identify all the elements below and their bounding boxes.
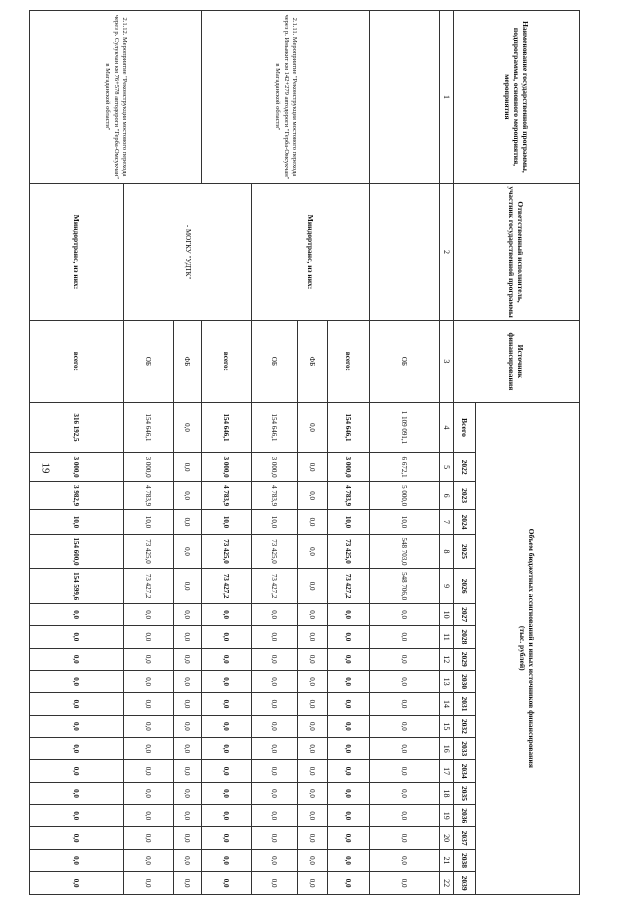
- year-value-cell: 0,0: [298, 738, 328, 760]
- year-value-cell: 154 599,6: [30, 569, 124, 604]
- header-year: 2025: [454, 534, 476, 569]
- year-value-cell: 73 427,2: [202, 569, 252, 604]
- financing-table: [29, 10, 580, 895]
- year-value-cell: 0,0: [174, 510, 202, 534]
- column-numbers-row: [440, 11, 454, 895]
- year-value-cell: 0,0: [124, 849, 174, 871]
- table-row: [370, 11, 440, 895]
- column-number: 7: [440, 510, 454, 534]
- year-value-cell: 0,0: [30, 670, 124, 692]
- year-value-cell: 0,0: [202, 626, 252, 648]
- year-value-cell: 73 425,0: [202, 534, 252, 569]
- year-value-cell: 0,0: [252, 603, 298, 625]
- funding-source-cell: ФБ: [174, 321, 202, 402]
- header-year: 2036: [454, 805, 476, 827]
- year-value-cell: 10,0: [370, 510, 440, 534]
- year-value-cell: 0,0: [328, 693, 370, 715]
- year-value-cell: 0,0: [124, 738, 174, 760]
- measure-2-1-11: 2.1.11. Мероприятие "Реконструкция мостового перехода через р. Иньякит км 142+279 автодороги "Герба-Омсукчан" в Магаданской области": [202, 11, 370, 184]
- year-value-cell: 0,0: [252, 849, 298, 871]
- header-total: Всего: [454, 402, 476, 453]
- year-value-cell: 0,0: [30, 805, 124, 827]
- rotated-page-content: [30, 10, 580, 895]
- year-value-cell: 0,0: [298, 603, 328, 625]
- funding-source-cell: ОБ: [252, 321, 298, 402]
- year-value-cell: 0,0: [328, 648, 370, 670]
- year-value-cell: 0,0: [370, 603, 440, 625]
- executor-mindortrans-1: Миндортранс, из них:: [252, 183, 370, 320]
- year-value-cell: 0,0: [202, 805, 252, 827]
- year-value-cell: 73 425,0: [124, 534, 174, 569]
- year-value-cell: 10,0: [252, 510, 298, 534]
- year-value-cell: 0,0: [174, 760, 202, 782]
- measure-2-1-12: 2.1.12. Мероприятие "Реконструкция мостового перехода через р. Сулукчан км 76+578 автодороги "Герба-Омсукчан" в Магаданской области": [30, 11, 202, 184]
- funding-title: Объем бюджетных ассигнований и иных источников финансирования: [527, 528, 537, 768]
- year-value-cell: 0,0: [174, 534, 202, 569]
- year-value-cell: 0,0: [370, 872, 440, 895]
- year-value-cell: 0,0: [124, 760, 174, 782]
- header-year: 2031: [454, 693, 476, 715]
- year-value-cell: 0,0: [174, 693, 202, 715]
- year-value-cell: 0,0: [328, 782, 370, 804]
- year-value-cell: 0,0: [174, 738, 202, 760]
- year-value-cell: 0,0: [328, 603, 370, 625]
- year-value-cell: 0,0: [252, 827, 298, 849]
- year-value-cell: 0,0: [370, 782, 440, 804]
- year-value-cell: 0,0: [370, 648, 440, 670]
- header-year: 2027: [454, 603, 476, 625]
- column-number: 6: [440, 481, 454, 509]
- header-year: 2032: [454, 715, 476, 737]
- funding-unit: (тыс. рублей): [518, 625, 528, 671]
- year-value-cell: 0,0: [370, 626, 440, 648]
- column-number: 19: [440, 805, 454, 827]
- year-value-cell: 0,0: [174, 872, 202, 895]
- year-value-cell: 4 783,9: [328, 481, 370, 509]
- year-value-cell: 0,0: [202, 782, 252, 804]
- year-value-cell: 0,0: [124, 626, 174, 648]
- year-value-cell: 0,0: [202, 648, 252, 670]
- year-value-cell: 0,0: [202, 738, 252, 760]
- funding-source-cell: ОБ: [124, 321, 174, 402]
- header-year: 2028: [454, 626, 476, 648]
- year-value-cell: 0,0: [202, 849, 252, 871]
- column-number: 22: [440, 872, 454, 895]
- funding-source-cell: всего:: [202, 321, 252, 402]
- year-value-cell: 154 600,0: [30, 534, 124, 569]
- year-value-cell: 0,0: [328, 805, 370, 827]
- year-value-cell: 0,0: [328, 872, 370, 895]
- year-value-cell: 0,0: [124, 603, 174, 625]
- header-executor: Ответственный исполнитель, участник государственной программы: [454, 183, 580, 320]
- year-value-cell: 0,0: [298, 872, 328, 895]
- year-value-cell: 0,0: [298, 534, 328, 569]
- year-value-cell: 0,0: [370, 827, 440, 849]
- column-number: 16: [440, 738, 454, 760]
- table-row: [328, 11, 370, 895]
- year-value-cell: 0,0: [252, 805, 298, 827]
- year-value-cell: 0,0: [124, 827, 174, 849]
- year-value-cell: 0,0: [298, 715, 328, 737]
- year-value-cell: 0,0: [30, 827, 124, 849]
- header-funding-source: Источник финансирования: [454, 321, 580, 402]
- year-value-cell: 0,0: [174, 715, 202, 737]
- year-value-cell: 0,0: [328, 670, 370, 692]
- year-value-cell: 0,0: [174, 481, 202, 509]
- year-value-cell: 5 000,0: [370, 481, 440, 509]
- year-value-cell: 0,0: [298, 760, 328, 782]
- year-value-cell: 0,0: [174, 603, 202, 625]
- column-number: 3: [440, 321, 454, 402]
- year-value-cell: 0,0: [370, 849, 440, 871]
- year-value-cell: 0,0: [30, 715, 124, 737]
- header-program-name: Наименование государственной программы, подпрограммы, основного мероприятия, мероприятия: [454, 11, 580, 184]
- year-value-cell: 0,0: [30, 849, 124, 871]
- year-value-cell: 6 672,1: [370, 453, 440, 481]
- total-cell: 154 646,1: [328, 402, 370, 453]
- year-value-cell: 0,0: [202, 760, 252, 782]
- year-value-cell: 0,0: [174, 648, 202, 670]
- year-value-cell: 73 427,2: [328, 569, 370, 604]
- column-number: 9: [440, 569, 454, 604]
- year-value-cell: 4 783,9: [124, 481, 174, 509]
- total-cell: 154 646,1: [252, 402, 298, 453]
- year-value-cell: 0,0: [124, 782, 174, 804]
- funding-source-cell: ФБ: [298, 321, 328, 402]
- total-cell: 0,0: [298, 402, 328, 453]
- header-year: 2037: [454, 827, 476, 849]
- year-value-cell: 0,0: [252, 626, 298, 648]
- year-value-cell: 73 425,0: [252, 534, 298, 569]
- executor-mindortrans-2: Миндортранс, из них:: [30, 183, 124, 320]
- year-value-cell: 0,0: [174, 670, 202, 692]
- year-value-cell: 0,0: [298, 648, 328, 670]
- year-value-cell: 0,0: [174, 626, 202, 648]
- year-value-cell: 0,0: [202, 872, 252, 895]
- year-value-cell: 0,0: [252, 760, 298, 782]
- year-value-cell: 0,0: [370, 805, 440, 827]
- year-value-cell: 73 427,2: [252, 569, 298, 604]
- header-year: 2034: [454, 760, 476, 782]
- header-year: 2033: [454, 738, 476, 760]
- year-value-cell: 0,0: [174, 782, 202, 804]
- header-year: 2023: [454, 481, 476, 509]
- year-value-cell: 0,0: [298, 827, 328, 849]
- total-cell: 1 109 091,1: [370, 402, 440, 453]
- header-year: 2038: [454, 849, 476, 871]
- year-value-cell: 0,0: [202, 670, 252, 692]
- header-year: 2039: [454, 872, 476, 895]
- year-value-cell: 0,0: [298, 782, 328, 804]
- year-value-cell: 548 706,0: [370, 569, 440, 604]
- year-value-cell: 0,0: [298, 569, 328, 604]
- year-value-cell: 0,0: [30, 782, 124, 804]
- column-number: 17: [440, 760, 454, 782]
- column-number: 15: [440, 715, 454, 737]
- column-number: 11: [440, 626, 454, 648]
- year-value-cell: 0,0: [370, 760, 440, 782]
- year-value-cell: 0,0: [30, 626, 124, 648]
- year-value-cell: 0,0: [252, 648, 298, 670]
- total-cell: 154 646,1: [124, 402, 174, 453]
- header-funding-volume: [476, 402, 580, 894]
- year-value-cell: 0,0: [174, 827, 202, 849]
- executor-mogku-udtk: - МОГКУ "УДТК": [124, 183, 252, 320]
- year-value-cell: 0,0: [174, 805, 202, 827]
- column-number: 4: [440, 402, 454, 453]
- year-value-cell: 0,0: [30, 693, 124, 715]
- year-value-cell: 0,0: [124, 805, 174, 827]
- year-value-cell: 0,0: [124, 872, 174, 895]
- column-number: 18: [440, 782, 454, 804]
- year-value-cell: 0,0: [298, 670, 328, 692]
- year-value-cell: 0,0: [174, 849, 202, 871]
- header-year: 2030: [454, 670, 476, 692]
- year-value-cell: 4 783,9: [202, 481, 252, 509]
- column-number: 8: [440, 534, 454, 569]
- year-value-cell: 0,0: [30, 603, 124, 625]
- total-cell: 316 192,5: [30, 402, 124, 453]
- column-number: 5: [440, 453, 454, 481]
- year-value-cell: 0,0: [252, 693, 298, 715]
- year-value-cell: 0,0: [328, 849, 370, 871]
- year-value-cell: 0,0: [252, 782, 298, 804]
- year-value-cell: 10,0: [202, 510, 252, 534]
- year-value-cell: 0,0: [252, 670, 298, 692]
- year-value-cell: 0,0: [328, 760, 370, 782]
- year-value-cell: 73 425,0: [328, 534, 370, 569]
- total-cell: 154 646,1: [202, 402, 252, 453]
- funding-source-cell: всего:: [30, 321, 124, 402]
- total-cell: 0,0: [174, 402, 202, 453]
- year-value-cell: 0,0: [298, 453, 328, 481]
- header-year: 2035: [454, 782, 476, 804]
- year-value-cell: 3 000,0: [252, 453, 298, 481]
- header-year: 2024: [454, 510, 476, 534]
- year-value-cell: 73 427,2: [124, 569, 174, 604]
- program-cell: [370, 11, 440, 184]
- header-year: 2029: [454, 648, 476, 670]
- column-number: 2: [440, 183, 454, 320]
- year-value-cell: 0,0: [252, 715, 298, 737]
- column-number: 12: [440, 648, 454, 670]
- page-number: 19: [39, 462, 52, 474]
- year-value-cell: 0,0: [298, 626, 328, 648]
- year-value-cell: 0,0: [370, 738, 440, 760]
- year-value-cell: 0,0: [202, 693, 252, 715]
- year-value-cell: 0,0: [30, 738, 124, 760]
- column-number: 10: [440, 603, 454, 625]
- year-value-cell: 0,0: [298, 849, 328, 871]
- column-number: 13: [440, 670, 454, 692]
- year-value-cell: 0,0: [124, 693, 174, 715]
- funding-source-cell: всего:: [328, 321, 370, 402]
- funding-source-cell: ОБ: [370, 321, 440, 402]
- table-row: [174, 11, 202, 895]
- year-value-cell: 0,0: [30, 760, 124, 782]
- year-value-cell: 0,0: [124, 670, 174, 692]
- year-value-cell: 0,0: [328, 827, 370, 849]
- year-value-cell: 0,0: [252, 872, 298, 895]
- year-value-cell: 0,0: [328, 626, 370, 648]
- year-value-cell: 10,0: [124, 510, 174, 534]
- year-value-cell: 0,0: [328, 738, 370, 760]
- year-value-cell: 0,0: [202, 715, 252, 737]
- year-value-cell: 0,0: [124, 648, 174, 670]
- header-year: 2026: [454, 569, 476, 604]
- year-value-cell: 0,0: [30, 648, 124, 670]
- year-value-cell: 0,0: [298, 693, 328, 715]
- year-value-cell: 3 000,0: [202, 453, 252, 481]
- executor-cell: [370, 183, 440, 320]
- year-value-cell: 0,0: [174, 453, 202, 481]
- column-number: 1: [440, 11, 454, 184]
- year-value-cell: 10,0: [30, 510, 124, 534]
- year-value-cell: 3 000,0: [328, 453, 370, 481]
- year-value-cell: 3 000,0: [30, 453, 124, 481]
- year-value-cell: 0,0: [370, 693, 440, 715]
- column-number: 21: [440, 849, 454, 871]
- year-value-cell: 4 783,9: [252, 481, 298, 509]
- year-value-cell: 0,0: [298, 510, 328, 534]
- year-value-cell: 3 982,9: [30, 481, 124, 509]
- column-number: 14: [440, 693, 454, 715]
- year-value-cell: 548 703,0: [370, 534, 440, 569]
- year-value-cell: 0,0: [298, 805, 328, 827]
- column-number: 20: [440, 827, 454, 849]
- year-value-cell: 0,0: [370, 715, 440, 737]
- year-value-cell: 0,0: [252, 738, 298, 760]
- year-value-cell: 10,0: [328, 510, 370, 534]
- year-value-cell: 0,0: [328, 715, 370, 737]
- year-value-cell: 0,0: [202, 603, 252, 625]
- year-value-cell: 0,0: [202, 827, 252, 849]
- year-value-cell: 0,0: [30, 872, 124, 895]
- year-value-cell: 0,0: [124, 715, 174, 737]
- year-value-cell: 0,0: [174, 569, 202, 604]
- year-value-cell: 3 000,0: [124, 453, 174, 481]
- year-value-cell: 0,0: [370, 670, 440, 692]
- header-year: 2022: [454, 453, 476, 481]
- year-value-cell: 0,0: [298, 481, 328, 509]
